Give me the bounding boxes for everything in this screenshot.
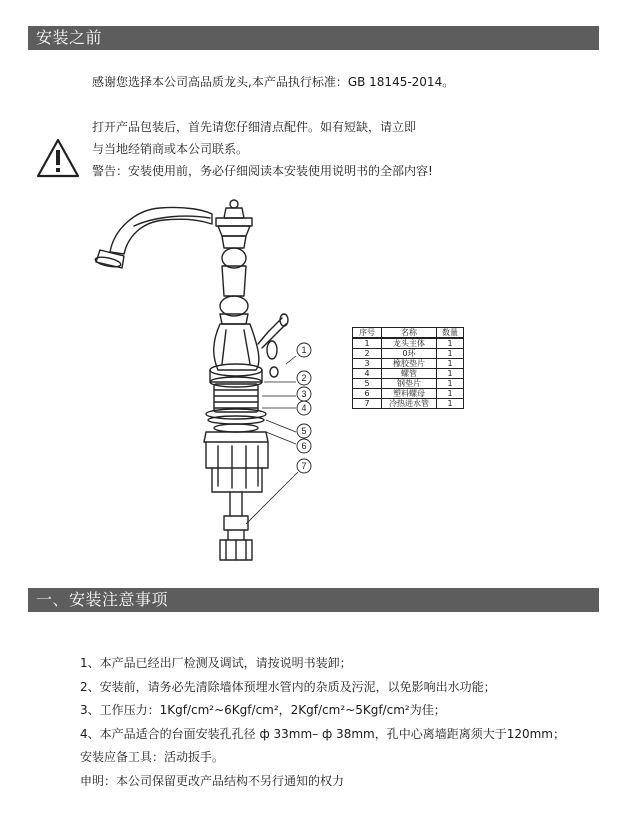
list-item: 1、本产品已经出厂检测及调试，请按说明书装卸； — [80, 656, 352, 670]
cell-name: 冷热进水管 — [382, 399, 437, 409]
table-row — [353, 399, 464, 409]
section-header-install-notes — [28, 588, 599, 612]
cell-name: 钢垫片 — [382, 379, 437, 389]
intro-thanks: 感谢您选择本公司高品质龙头,本产品执行标准：GB 18145-2014。 — [92, 75, 455, 89]
section-title: 一、安装注意事项 — [36, 590, 169, 609]
cell-number: 2 — [353, 349, 382, 359]
callout-5: 5 — [301, 426, 307, 436]
callout-1: 1 — [301, 345, 307, 355]
parts-table-header — [353, 328, 464, 339]
header-number: 序号 — [353, 328, 382, 339]
install-notes-list — [80, 652, 565, 793]
header-quantity: 数量 — [437, 328, 464, 339]
intro-contact: 与当地经销商或本公司联系。 — [92, 142, 249, 156]
cell-name: 塑料螺母 — [382, 389, 437, 399]
table-row — [353, 359, 464, 369]
header-name: 名称 — [382, 328, 437, 339]
warning-triangle-icon — [36, 138, 80, 178]
faucet-exploded-drawing — [86, 196, 326, 568]
table-row — [353, 349, 464, 359]
cell-name: 橡胶垫片 — [382, 359, 437, 369]
cell-name: 螺管 — [382, 369, 437, 379]
cell-number: 1 — [353, 338, 382, 349]
cell-quantity: 1 — [437, 338, 464, 349]
list-item: 2、安装前，请务必先清除墙体预埋水管内的杂质及污泥，以免影响出水功能； — [80, 679, 496, 694]
cell-number: 7 — [353, 399, 382, 409]
parts-table — [352, 327, 464, 409]
list-item: 申明：本公司保留更改产品结构不另行通知的权力 — [80, 773, 345, 788]
cell-quantity: 1 — [437, 349, 464, 359]
callout-3: 3 — [301, 389, 307, 399]
table-row — [353, 389, 464, 399]
intro-warning: 警告：安装使用前，务必仔细阅读本安装使用说明书的全部内容! — [92, 164, 433, 178]
callout-6: 6 — [301, 441, 307, 451]
section-title: 安装之前 — [36, 28, 103, 47]
list-item: 安装应备工具：活动扳手。 — [80, 750, 225, 764]
table-row — [353, 379, 464, 389]
spout-outline — [110, 207, 212, 254]
cell-quantity: 1 — [437, 399, 464, 409]
cell-quantity: 1 — [437, 379, 464, 389]
callout-4: 4 — [301, 403, 307, 413]
callout-2: 2 — [301, 373, 307, 383]
table-row — [353, 338, 464, 349]
list-item: 4、本产品适合的台面安装孔孔径 ф 33mm– ф 38mm，孔中心离墙距离须大于120mm； — [80, 726, 565, 741]
cell-number: 5 — [353, 379, 382, 389]
cell-number: 3 — [353, 359, 382, 369]
cell-name: 0环 — [382, 349, 437, 359]
list-item: 3、工作压力：1Kgf/cm²~6Kgf/cm²，2Kgf/cm²~5Kgf/cm²为佳； — [80, 703, 446, 717]
cell-number: 4 — [353, 369, 382, 379]
cell-quantity: 1 — [437, 389, 464, 399]
cell-quantity: 1 — [437, 369, 464, 379]
intro-check-parts: 打开产品包装后，首先请您仔细清点配件。如有短缺，请立即 — [92, 120, 417, 134]
table-row — [353, 369, 464, 379]
callout-7: 7 — [301, 461, 307, 471]
cell-name: 龙头主体 — [382, 338, 437, 349]
cell-number: 6 — [353, 389, 382, 399]
cell-quantity: 1 — [437, 359, 464, 369]
section-header-before-install — [28, 26, 599, 50]
